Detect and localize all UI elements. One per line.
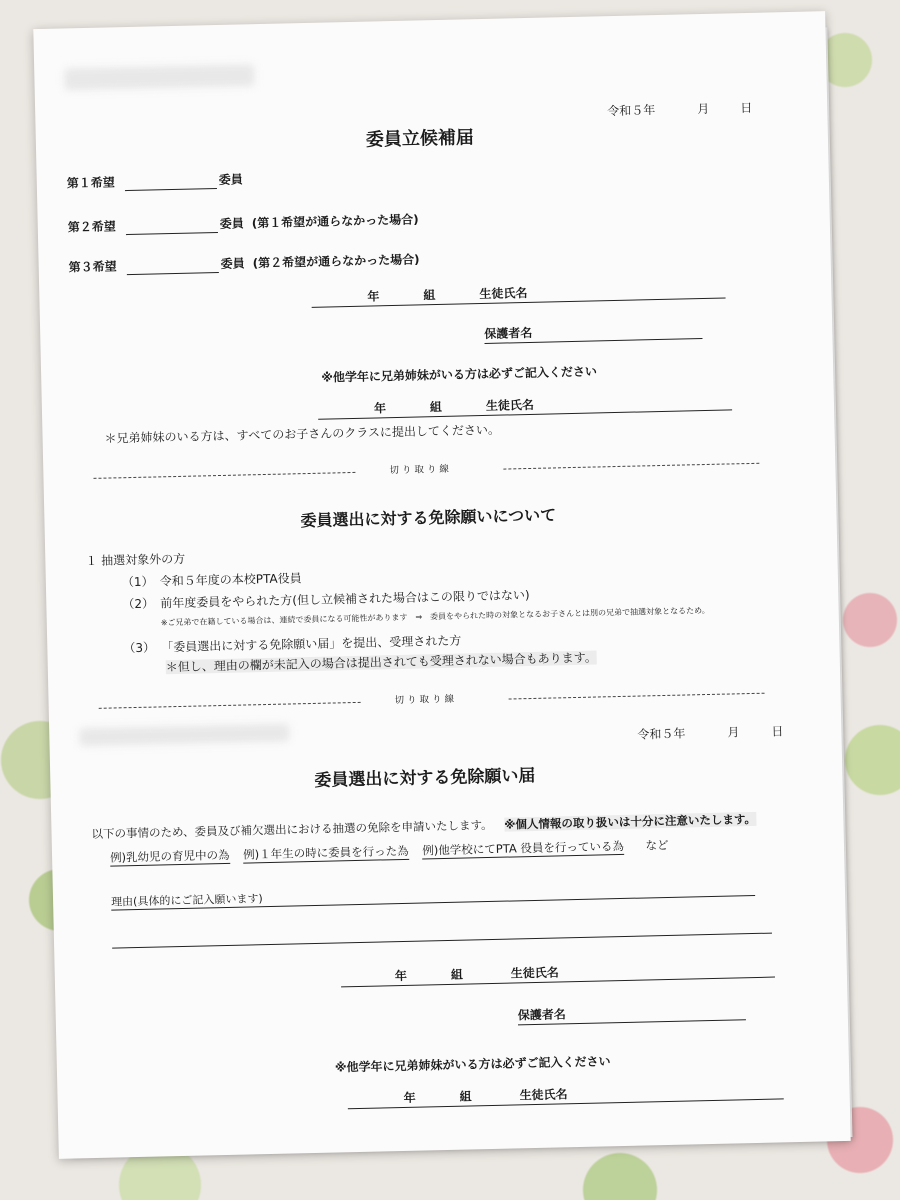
choice-2-field[interactable] (126, 232, 218, 235)
choice-1-label: 第１希望 (66, 175, 115, 191)
example-1: 例)乳幼児の育児中の為 (109, 847, 230, 865)
choice-2-label: 第２希望 (67, 219, 116, 235)
sibling-class-label: 組 (429, 399, 443, 415)
student-name-label: 生徒氏名 (479, 285, 528, 302)
sibling-small-note: ※ご兄弟で在籍している場合は、連続で委員になる可能性があります ⇒ 委員をやられた時の対象となるお子さんとは別の兄弟で抽選対象となるため。 (160, 605, 710, 628)
cut-line-1-right (503, 463, 759, 470)
exemption-guardian-label: 保護者名 (517, 1007, 566, 1023)
date-era: 令和５年 (607, 103, 656, 119)
choice-3-label: 第３希望 (68, 259, 117, 275)
date-month: 月 (697, 101, 710, 117)
exemption-sibling-grade-label: 年 (403, 1090, 416, 1106)
candidacy-form-title: 委員立候補届 (365, 127, 475, 151)
exemption-item-2-num: （2） (122, 596, 155, 612)
exemption-sibling-student-name-label: 生徒氏名 (519, 1087, 568, 1103)
choice-1-field[interactable] (125, 188, 217, 191)
example-2: 例)１年生の時に委員を行った為 (243, 843, 409, 862)
exemption-date-month: 月 (727, 725, 740, 740)
choice-3-suffix: 委員 (220, 256, 245, 271)
cut-line-2-label: 切り取り線 (394, 693, 458, 707)
choice-2-note: (第１希望が通らなかった場合) (251, 212, 419, 231)
exemption-item-1-text: 令和５年度の本校PTA役員 (159, 571, 302, 589)
guardian-label: 保護者名 (484, 325, 533, 341)
redacted-school-name (64, 64, 254, 90)
choice-3-field[interactable] (127, 272, 219, 275)
exemption-sibling-class-label: 組 (459, 1089, 472, 1104)
sibling-student-name-label: 生徒氏名 (485, 397, 535, 413)
exemption-item-1-num: （1） (121, 574, 154, 590)
exemption-sibling-note: ※他学年に兄弟姉妹がいる方は必ずご記入ください (334, 1054, 611, 1075)
redacted-school-name-2 (79, 724, 289, 747)
exemption-info-title: 委員選出に対する免除願いについて (300, 505, 557, 531)
grade-label: 年 (367, 289, 380, 304)
reason-label: 理由(具体的にご記入願います) (110, 892, 263, 909)
cut-line-2-left (99, 702, 361, 709)
sibling-note: ※他学年に兄弟姉妹がいる方は必ずご記入ください (321, 364, 598, 385)
cut-line-1-label: 切り取り線 (389, 463, 453, 477)
exemption-form-title: 委員選出に対する免除願い届 (314, 765, 536, 791)
reason-required-note: ＊但し、理由の欄が未記入の場合は提出されても受理されない場合もあります。 (165, 650, 597, 675)
exemption-date-era: 令和５年 (637, 726, 686, 742)
exemption-item-2-text: 前年度委員をやられた方(但し立候補された場合はこの限りではない) (160, 588, 530, 611)
exemption-date-day: 日 (771, 724, 784, 739)
examples-line (110, 839, 669, 865)
cut-line-1-left (93, 472, 355, 479)
exemption-item-3-text: 「委員選出に対する免除願い届」を提出、受理された方 (161, 633, 462, 655)
example-3: 例)他学校にてPTA 役員を行っている為 (422, 838, 625, 858)
examples-etc: など (645, 837, 669, 853)
reason-field-line-2[interactable] (112, 933, 772, 949)
class-label: 組 (423, 288, 436, 303)
date-day: 日 (740, 100, 753, 116)
submit-note: ＊兄弟姉妹のいる方は、すべてのお子さんのクラスに提出してください。 (104, 422, 501, 446)
exemption-class-label: 組 (450, 967, 464, 982)
choice-3-note: (第２希望が通らなかった場合) (252, 252, 420, 271)
sibling-grade-label: 年 (373, 401, 387, 416)
paper-sheet (33, 11, 850, 1159)
exemption-section-label: １ 抽選対象外の方 (85, 551, 186, 569)
cut-line-2-right (509, 693, 765, 700)
privacy-note: ※個人情報の取り扱いは十分に注意いたします。 (504, 811, 757, 832)
choice-1-suffix: 委員 (218, 172, 243, 187)
exemption-item-3-num: （3） (123, 640, 156, 656)
choice-2-suffix: 委員 (219, 216, 244, 231)
exemption-grade-label: 年 (394, 968, 408, 984)
request-text: 以下の事情のため、委員及び補欠選出における抽選の免除を申請いたします。 (91, 817, 493, 842)
exemption-student-name-label: 生徒氏名 (510, 965, 559, 981)
